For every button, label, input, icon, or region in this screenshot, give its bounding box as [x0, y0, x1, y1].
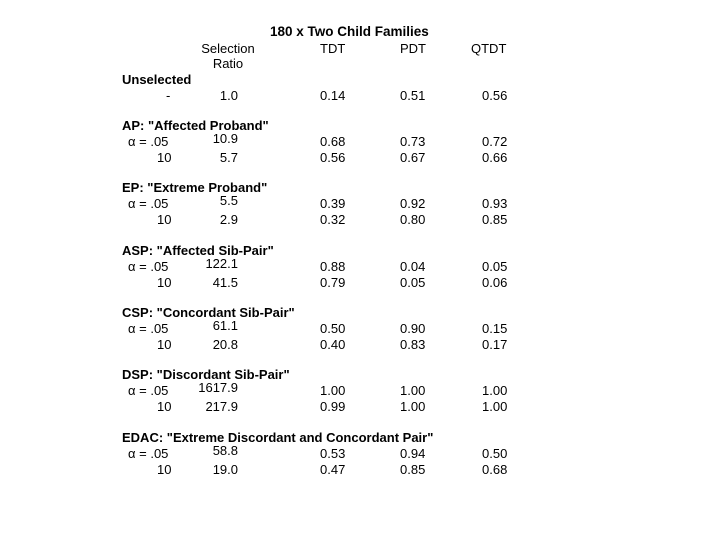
tdt-value: 0.68	[320, 134, 346, 149]
pdt-value: 0.80	[400, 212, 426, 227]
selection-ratio-value: 5.7	[219, 150, 238, 165]
tdt-value: 0.88	[320, 259, 346, 274]
alpha-label: α = .05	[128, 134, 169, 149]
section-label: DSP: "Discordant Sib-Pair"	[122, 367, 290, 382]
pdt-value: 0.67	[400, 150, 426, 165]
alpha-ten-label: 10	[157, 212, 172, 227]
alpha-ten-label: 10	[157, 275, 172, 290]
selection-ratio-value: 20.8	[212, 337, 238, 352]
qtdt-value: 0.66	[482, 150, 508, 165]
qtdt-value: 1.00	[482, 383, 508, 398]
pdt-value: 0.90	[400, 321, 426, 336]
qtdt-value: 0.05	[482, 259, 508, 274]
qtdt-value: 0.50	[482, 446, 508, 461]
tdt-value: 0.40	[320, 337, 346, 352]
section-label: EP: "Extreme Proband"	[122, 180, 268, 195]
selection-ratio-value: 41.5	[212, 275, 238, 290]
qtdt-value: 0.93	[482, 196, 508, 211]
tdt-value: 0.99	[320, 399, 346, 414]
pdt-value: 0.92	[400, 196, 426, 211]
header-qtdt: QTDT	[471, 41, 507, 56]
qtdt-value: 1.00	[482, 399, 508, 414]
table-title: 180 x Two Child Families	[270, 24, 429, 39]
qtdt-value: 0.06	[482, 275, 508, 290]
section-unselected: Unselected	[122, 72, 192, 87]
tdt-value: 0.47	[320, 462, 346, 477]
pdt-value: 0.04	[400, 259, 426, 274]
selection-ratio-value: 19.0	[212, 462, 238, 477]
qtdt-value: 0.15	[482, 321, 508, 336]
selection-ratio-value: 2.9	[219, 212, 238, 227]
tdt-value: 0.32	[320, 212, 346, 227]
alpha-ten-label: 10	[157, 337, 172, 352]
selection-ratio-value: 217.9	[205, 399, 238, 414]
unselected-dash: -	[166, 88, 171, 103]
pdt-value: 0.94	[400, 446, 426, 461]
alpha-label: α = .05	[128, 446, 169, 461]
qtdt-value: 0.17	[482, 337, 508, 352]
selection-ratio-value: 10.9	[212, 131, 238, 146]
selection-ratio-value: 1617.9	[198, 380, 238, 395]
alpha-label: α = .05	[128, 321, 169, 336]
section-label: AP: "Affected Proband"	[122, 118, 269, 133]
pdt-value: 0.05	[400, 275, 426, 290]
alpha-label: α = .05	[128, 383, 169, 398]
section-label: ASP: "Affected Sib-Pair"	[122, 243, 274, 258]
unselected-tdt: 0.14	[320, 88, 346, 103]
qtdt-value: 0.85	[482, 212, 508, 227]
header-selection-ratio-line1: Selection	[201, 41, 255, 56]
alpha-ten-label: 10	[157, 399, 172, 414]
tdt-value: 0.53	[320, 446, 346, 461]
header-tdt: TDT	[320, 41, 346, 56]
unselected-ratio: 1.0	[219, 88, 238, 103]
alpha-ten-label: 10	[157, 150, 172, 165]
selection-ratio-value: 122.1	[205, 256, 238, 271]
section-label: EDAC: "Extreme Discordant and Concordant Pair"	[122, 430, 434, 445]
pdt-value: 1.00	[400, 399, 426, 414]
pdt-value: 1.00	[400, 383, 426, 398]
tdt-value: 0.79	[320, 275, 346, 290]
pdt-value: 0.83	[400, 337, 426, 352]
alpha-ten-label: 10	[157, 462, 172, 477]
tdt-value: 1.00	[320, 383, 346, 398]
header-selection-ratio-line2: Ratio	[212, 56, 244, 71]
qtdt-value: 0.68	[482, 462, 508, 477]
tdt-value: 0.56	[320, 150, 346, 165]
pdt-value: 0.73	[400, 134, 426, 149]
selection-ratio-value: 5.5	[219, 193, 238, 208]
alpha-label: α = .05	[128, 196, 169, 211]
alpha-label: α = .05	[128, 259, 169, 274]
qtdt-value: 0.72	[482, 134, 508, 149]
unselected-qtdt: 0.56	[482, 88, 508, 103]
pdt-value: 0.85	[400, 462, 426, 477]
tdt-value: 0.39	[320, 196, 346, 211]
tdt-value: 0.50	[320, 321, 346, 336]
section-label: CSP: "Concordant Sib-Pair"	[122, 305, 295, 320]
unselected-pdt: 0.51	[400, 88, 426, 103]
selection-ratio-value: 58.8	[212, 443, 238, 458]
selection-ratio-value: 61.1	[212, 318, 238, 333]
header-pdt: PDT	[400, 41, 426, 56]
